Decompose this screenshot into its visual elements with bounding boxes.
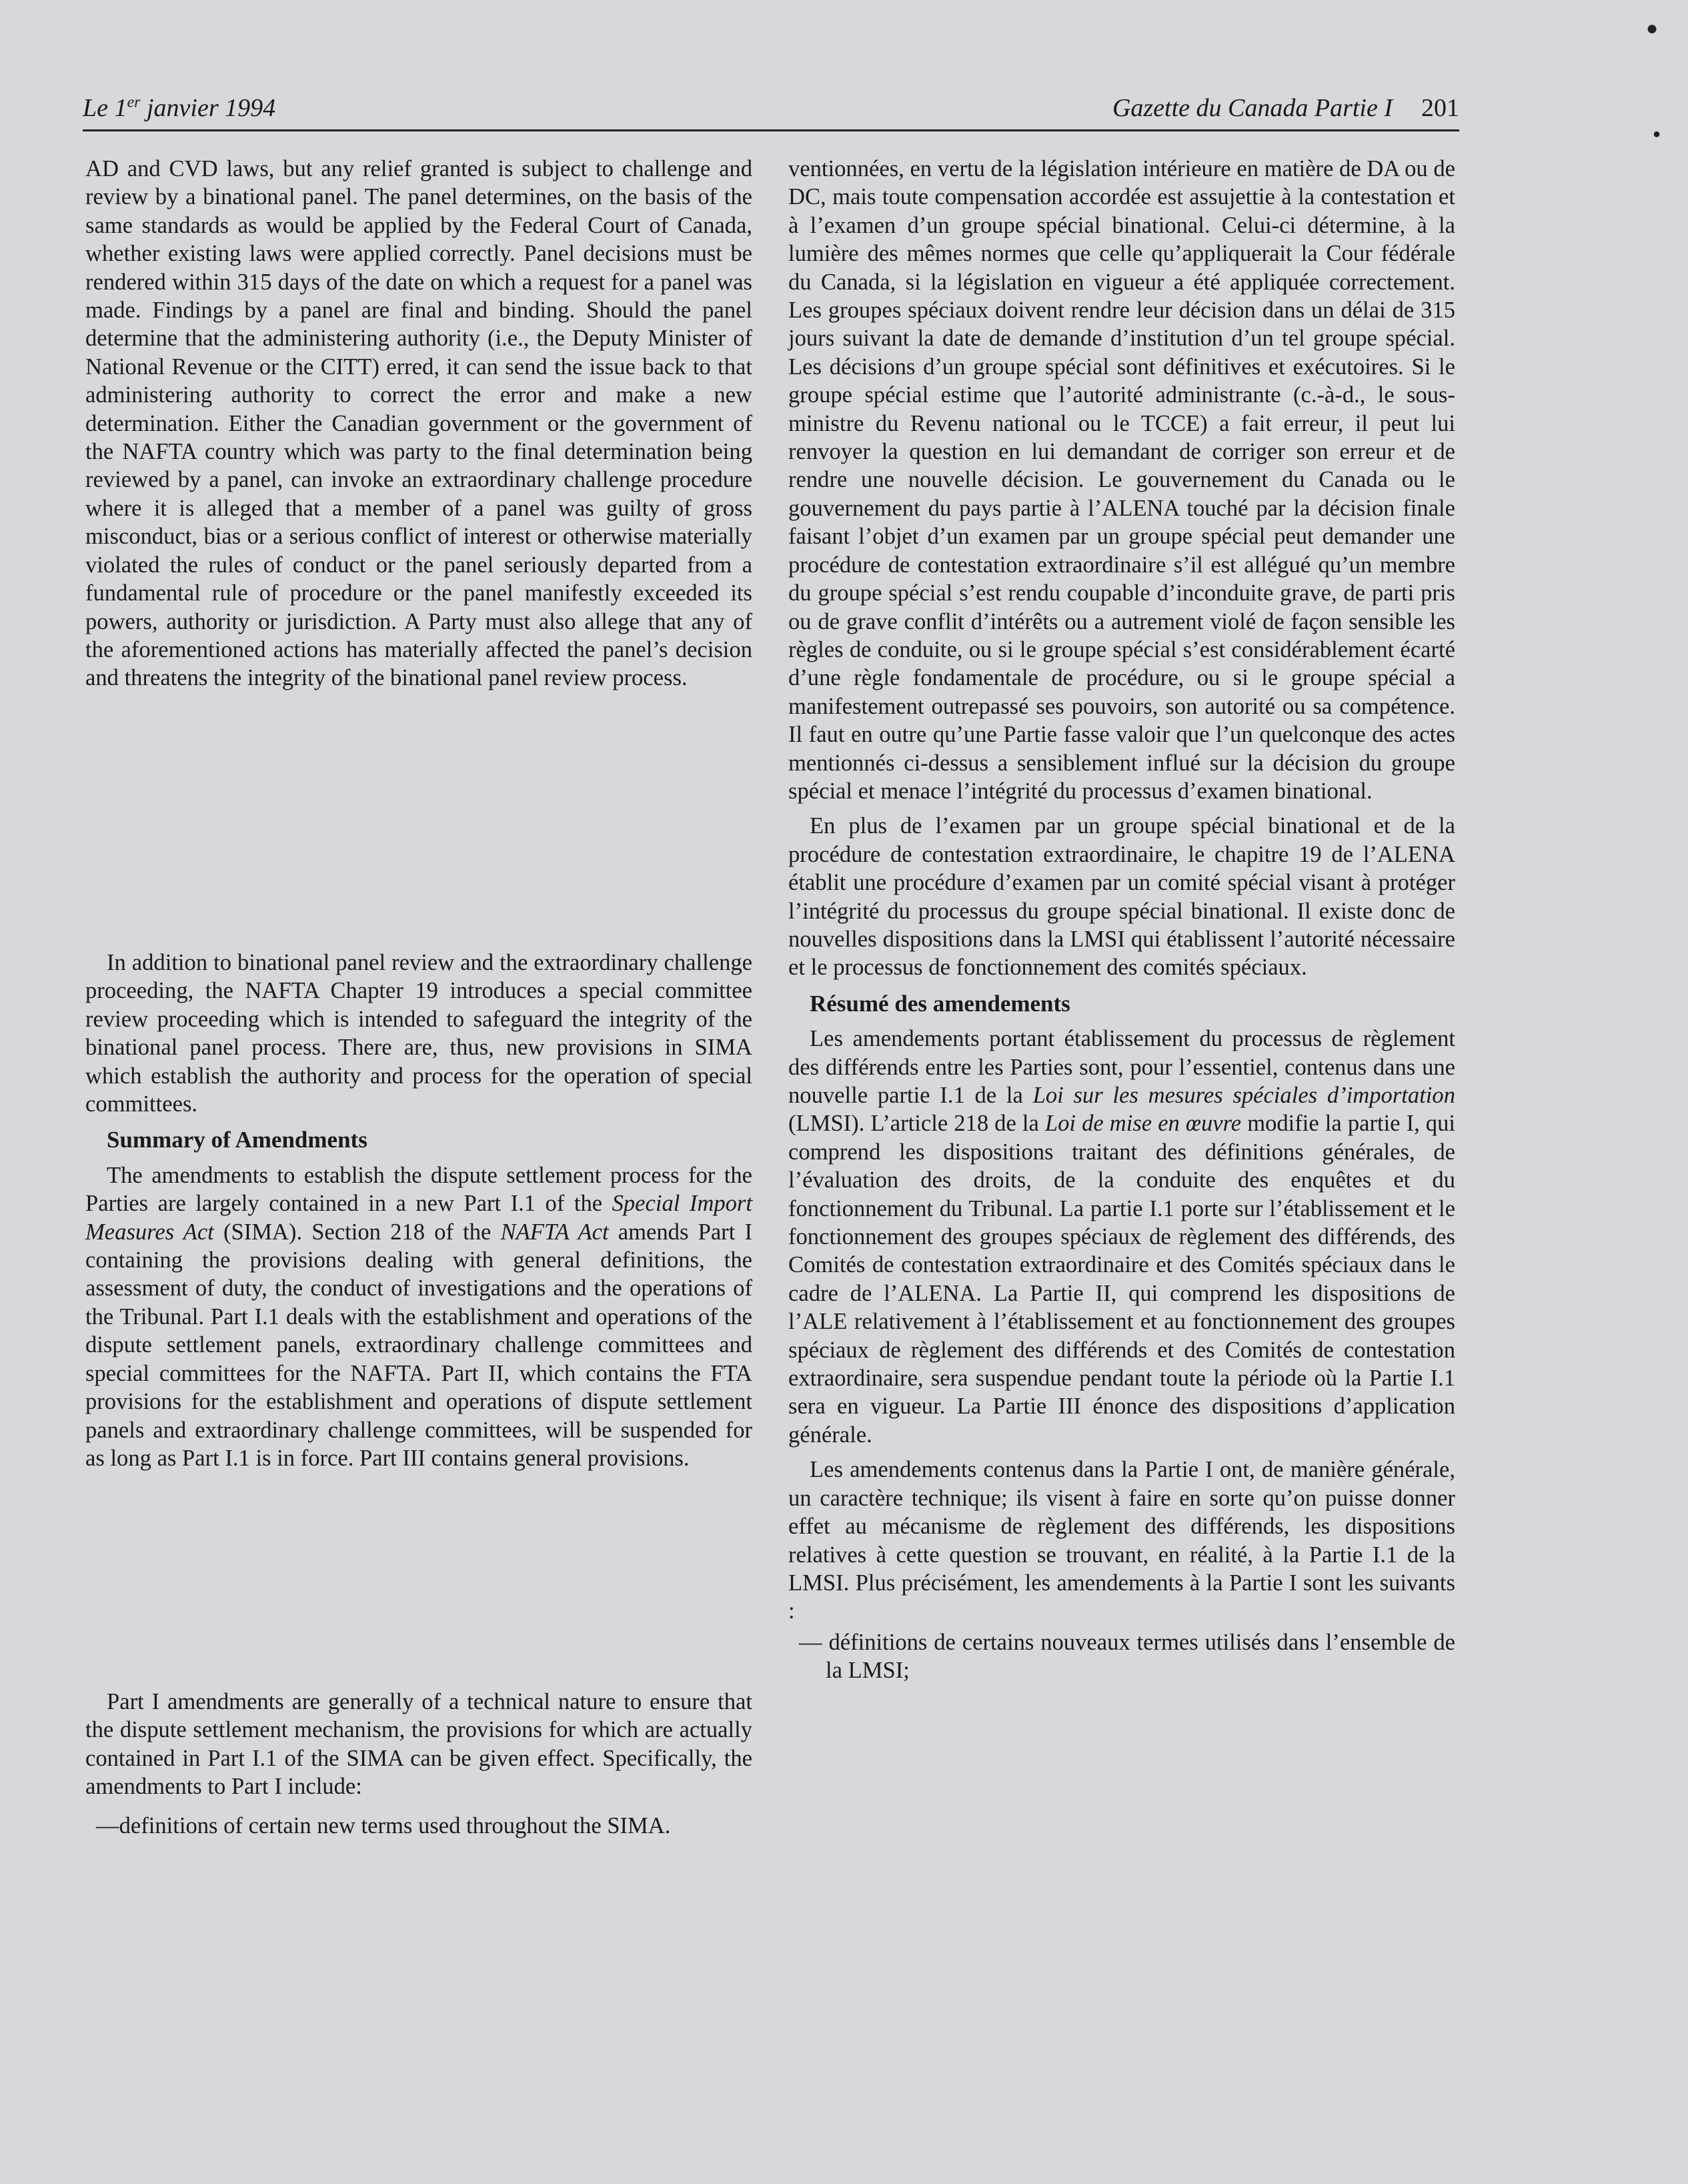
english-paragraph: The amendments to establish the dispute settlement process for the Parties are largely contained in a new Part I.1 of the Special Import Measures Act (SIMA). Section 218 of the NAFTA Act amends Part I containing the provisions dealing with general definitions, the assessment of duty, the conduct of investigations and the operations of the Tribunal. Part I.1 deals with the establishment and operations of the dispute settlement panels, extraordinary challenge committees and special committees for the NAFTA. Part II, which contains the FTA provisions for the establishment and operations of dispute settlement panels and extraordinary challenge committees, will be suspended for as long as Part I.1 is in force. Part III contains general provisions.	[85, 1162, 752, 1471]
page-number: 201	[1421, 94, 1459, 122]
publication-title: Gazette du Canada Partie I	[1112, 94, 1393, 122]
french-paragraph: En plus de l’examen par un groupe spécial binational et de la procédure de contestation extraordinaire, le chapitre 19 de l’ALENA établit une procédure d’examen par un comité spécial visant à protéger l’intégrité du processus du groupe spécial binational. Il existe donc de nouvelles dispositions dans la LMSI qui établissent l’autorité nécessaire et le processus de fonctionnement des comités spéciaux.	[788, 813, 1455, 981]
page-header	[83, 87, 1459, 128]
english-paragraph: In addition to binational panel review and the extraordinary challenge proceeding, the NAFTA Chapter 19 introduces a special committee review proceeding which is intended to safeguard the integrity of the binational panel process. There are, thus, new provisions in SIMA which establish the authority and process for the operation of special committees.	[85, 950, 752, 1117]
issue-date: Le 1er janvier 1994	[83, 93, 276, 122]
french-paragraph: Les amendements portant établissement du processus de règlement des différends entre les Parties sont, pour l’essentiel, contenus dans une nouvelle partie I.1 de la Loi sur les mesures spéciales d’importation (LMSI). L’article 218 de la Loi de mise en œuvre modifie la partie I, qui comprend les dispositions traitant des définitions générales, de l’évaluation des droits, de la conduite des enquêtes et du fonctionnement du Tribunal. La partie I.1 porte sur l’établissement et le fonctionnement des groupes spéciaux de règlement des différends, des Comités de contestation extraordinaire et des Comités spéciaux dans le cadre de l’ALENA. La Partie II, qui comprend les dispositions de l’ALE relativement à l’établissement et au fonctionnement des groupes spéciaux de règlement des différends et des Comités de contestation extraordinaire, sera suspendue pendant toute la période où la Partie I.1 sera en vigueur. La Partie III énonce des dispositions d’application générale.	[788, 1026, 1455, 1448]
english-column	[85, 155, 752, 692]
list-item: —definitions of certain new terms used throughout the SIMA.	[96, 1812, 671, 1838]
header-rule	[83, 129, 1459, 131]
french-column	[788, 155, 1455, 1685]
french-paragraph: ventionnées, en vertu de la législation intérieure en matière de DA ou de DC, mais toute compensation accordée est assujettie à la contestation et à l’examen d’un groupe spécial binational. Celui-ci détermine, à la lumière des mêmes normes que celle qu’appliquerait la Cour fédérale du Canada, si la législation en vigueur a été appliquée correctement. Les groupes spéciaux doivent rendre leur décision dans un délai de 315 jours suivant la date de demande d’institution d’un tel groupe spécial. Les décisions d’un groupe spécial sont définitives et exécutoires. Si le groupe spécial estime que l’autorité administrante (c.-à-d., le sous-ministre du Revenu national ou le TCCE) a fait erreur, il peut lui renvoyer la question en lui demandant de corriger son erreur et de rendre une nouvelle décision. Le gouvernement du Canada ou le gouvernement du pays partie à l’ALENA touché par la décision finale faisant l’objet d’un examen par un groupe spécial peut demander une procédure de contestation extraordinaire s’il est allégué qu’un membre du groupe spécial s’est rendu coupable d’inconduite grave, de parti pris ou de grave conflit d’intérêts ou a autrement violé de façon sensible les règles de conduite, ou si le groupe spécial s’est considérablement écarté d’une règle fondamentale de procédure, ou si le groupe spécial a manifestement outrepassé ses pouvoirs, son autorité ou sa compétence. Il faut en outre qu’une Partie fasse valoir que l’un quelconque des actes mentionnés ci-dessus a sensiblement influé sur la décision du groupe spécial et menace l’intégrité du processus d’examen binational.	[788, 156, 1455, 804]
section-heading: Résumé des amendements	[810, 990, 1070, 1017]
list-item: — définitions de certains nouveaux termes utilisés dans l’ensemble de la LMSI;	[799, 1629, 1455, 1684]
english-paragraph: AD and CVD laws, but any relief granted is subject to challenge and review by a binational panel. The panel determines, on the basis of the same standards as would be applied by the Federal Court of Canada, whether existing laws were applied correctly. Panel decisions must be rendered within 315 days of the date on which a request for a panel was made. Findings by a panel are final and binding. Should the panel determine that the administering authority (i.e., the Deputy Minister of National Revenue or the CITT) erred, it can send the issue back to that administering authority to correct the error and make a new determination. Either the Canadian government or the government of the NAFTA country which was party to the final determination being reviewed by a panel, can invoke an extraordinary challenge procedure where it is alleged that a member of a panel was guilty of gross misconduct, bias or a serious conflict of interest or otherwise materially violated the rules of conduct or the panel seriously departed from a fundamental rule of procedure or the panel manifestly exceeded its powers, authority or jurisdiction. A Party must also allege that any of the aforementioned actions has materially affected the panel’s decision and threatens the integrity of the binational panel review process.	[85, 156, 752, 691]
english-paragraph: Part I amendments are generally of a technical nature to ensure that the dispute settlement mechanism, the provisions for which are actually contained in Part I.1 of the SIMA can be given effect. Specifically, the amendments to Part I include:	[85, 1689, 752, 1800]
english-column-bottom	[85, 1688, 752, 1840]
scan-mark: ●	[1653, 127, 1661, 141]
english-column-lower	[85, 949, 752, 1472]
french-paragraph: Les amendements contenus dans la Partie I ont, de manière générale, un caractère technique; ils visent à faire en sorte qu’on puisse donner effet au mécanisme de règlement des différends, les dispositions relatives à cette question se trouvant, en réalité, à la Partie I.1 de la LMSI. Plus précisément, les amendements à la Partie I sont les suivants :	[788, 1457, 1455, 1624]
section-heading: Summary of Amendments	[107, 1127, 367, 1153]
scan-mark: ●	[1646, 17, 1659, 39]
